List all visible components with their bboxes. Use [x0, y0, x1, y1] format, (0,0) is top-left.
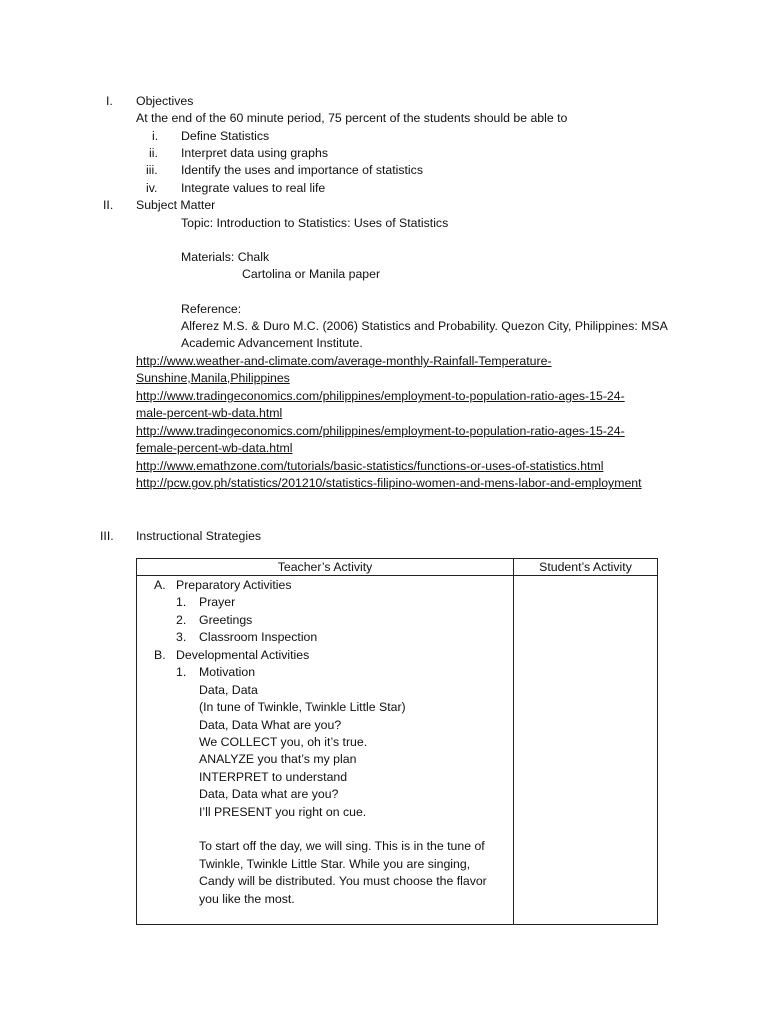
reference-link[interactable]: Sunshine,Manila,Philippines — [136, 371, 290, 385]
objectives-intro: At the end of the 60 minute period, 75 percent of the students should be able to — [136, 111, 568, 125]
preparatory-activities-label: Preparatory Activities — [176, 578, 292, 592]
objective-item: Interpret data using graphs — [181, 146, 328, 160]
student-activity-header: Student’s Activity — [514, 559, 658, 576]
subject-matter-numeral: II. — [103, 198, 114, 212]
section-b-marker: B. — [154, 648, 166, 662]
song-line: Data, Data what are you? — [199, 787, 339, 801]
reference-link[interactable]: male-percent-wb-data.html — [136, 406, 283, 420]
objective-item: Integrate values to real life — [181, 181, 326, 195]
teacher-activity-cell — [137, 576, 514, 925]
reference-label: Reference: — [181, 302, 242, 316]
reference-link[interactable]: http://www.tradingeconomics.com/philippines/employment-to-population-ratio-ages-15-24- — [136, 389, 625, 403]
instruction-line: To start off the day, we will sing. This is in the tune of — [199, 839, 485, 853]
list-item-marker: 1. — [176, 665, 187, 679]
motivation-label: Motivation — [199, 665, 256, 679]
objective-marker: i. — [152, 129, 159, 143]
teacher-activity-header: Teacher’s Activity — [137, 559, 514, 576]
strategies-heading: Instructional Strategies — [136, 529, 262, 543]
section-a-marker: A. — [154, 578, 166, 592]
reference-link[interactable]: female-percent-wb-data.html — [136, 441, 293, 455]
song-line: Data, Data What are you? — [199, 718, 342, 732]
materials-line: Materials: Chalk — [181, 250, 270, 264]
song-line: ANALYZE you that’s my plan — [199, 752, 357, 766]
table-header-row — [137, 559, 658, 576]
objective-marker: iv. — [146, 181, 158, 195]
reference-citation-cont: Academic Advancement Institute. — [181, 336, 363, 350]
list-item-marker: 2. — [176, 613, 187, 627]
objectives-numeral: I. — [106, 94, 113, 108]
objective-marker: ii. — [149, 146, 158, 160]
song-line: We COLLECT you, oh it’s true. — [199, 735, 368, 749]
list-item: Greetings — [199, 613, 253, 627]
reference-link[interactable]: http://pcw.gov.ph/statistics/201210/statistics-filipino-women-and-mens-labor-and-employment — [136, 476, 642, 490]
objective-item: Identify the uses and importance of statistics — [181, 163, 423, 177]
instruction-line: Twinkle, Twinkle Little Star. While you are singing, — [199, 857, 471, 871]
student-activity-cell — [514, 576, 658, 925]
reference-link[interactable]: http://www.emathzone.com/tutorials/basic-statistics/functions-or-uses-of-statistics.html — [136, 459, 604, 473]
song-line: I’ll PRESENT you right on cue. — [199, 805, 367, 819]
instruction-line: Candy will be distributed. You must choose the flavor — [199, 874, 487, 888]
list-item-marker: 3. — [176, 630, 187, 644]
song-line: Data, Data — [199, 683, 258, 697]
strategies-numeral: III. — [100, 529, 114, 543]
instruction-line: you like the most. — [199, 892, 295, 906]
list-item: Classroom Inspection — [199, 630, 318, 644]
song-line: (In tune of Twinkle, Twinkle Little Star) — [199, 700, 406, 714]
topic-line: Topic: Introduction to Statistics: Uses of Statistics — [181, 216, 449, 230]
activities-table — [136, 558, 658, 925]
objective-item: Define Statistics — [181, 129, 270, 143]
list-item-marker: 1. — [176, 595, 187, 609]
table-row — [137, 576, 658, 925]
reference-link[interactable]: http://www.tradingeconomics.com/philippines/employment-to-population-ratio-ages-15-24- — [136, 424, 625, 438]
song-line: INTERPRET to understand — [199, 770, 348, 784]
objectives-heading: Objectives — [136, 94, 194, 108]
reference-link[interactable]: http://www.weather-and-climate.com/average-monthly-Rainfall-Temperature- — [136, 354, 552, 368]
reference-citation: Alferez M.S. & Duro M.C. (2006) Statistics and Probability. Quezon City, Philippines: MSA — [181, 319, 668, 333]
subject-matter-heading: Subject Matter — [136, 198, 216, 212]
list-item: Prayer — [199, 595, 236, 609]
objective-marker: iii. — [146, 163, 158, 177]
developmental-activities-label: Developmental Activities — [176, 648, 310, 662]
materials-second-line: Cartolina or Manila paper — [242, 267, 381, 281]
